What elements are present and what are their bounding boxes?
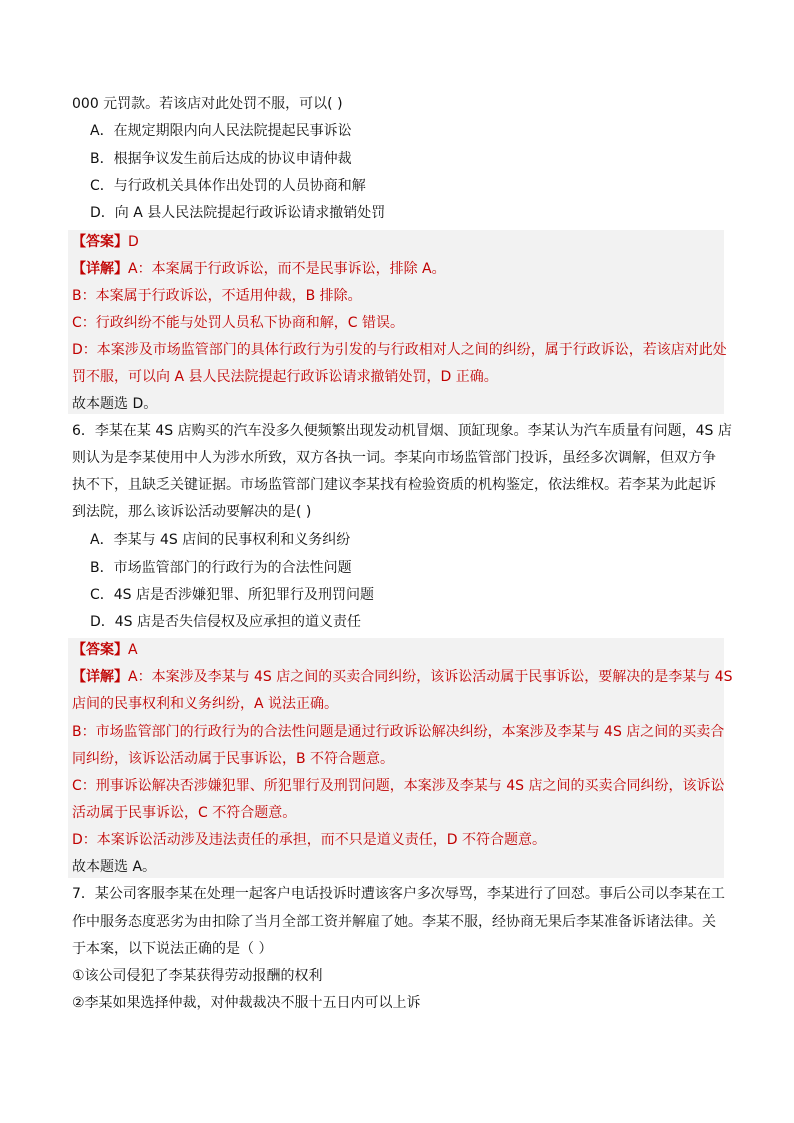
q6-stem-line-3: 执不下，且缺乏关键证据。市场监管部门建议李某找有检验资质的机构鉴定，依法维权。若李某为此起诉 bbox=[72, 477, 716, 493]
q6-answer: A bbox=[128, 642, 138, 658]
q5-conclusion: 故本题选 D。 bbox=[72, 396, 158, 412]
q6-detail-line-2: 店间的民事权利和义务纠纷，A 说法正确。 bbox=[72, 696, 339, 712]
q6-option-a: A．李某与 4S 店间的民事权利和义务纠纷 bbox=[90, 532, 351, 548]
q5-option-d: D．向 A 县人民法院提起行政诉讼请求撤销处罚 bbox=[90, 205, 386, 221]
q6-conclusion: 故本题选 A。 bbox=[72, 859, 157, 875]
q6-stem-line-4: 到法院，那么该诉讼活动要解决的是( ) bbox=[72, 504, 312, 520]
q5-option-a: A．在规定期限内向人民法院提起民事诉讼 bbox=[90, 123, 352, 139]
detail-tag: 【详解】 bbox=[72, 261, 128, 277]
q6-stem-line-2: 则认为是李某使用中人为涉水所致，双方各执一词。李某向市场监管部门投诉，虽经多次调解，但双方争 bbox=[72, 450, 716, 466]
q5-detail-line-1 bbox=[72, 259, 446, 279]
answer-tag: 【答案】 bbox=[72, 642, 128, 658]
q6-detail-text: A：本案涉及李某与 4S 店之间的买卖合同纠纷，该诉讼活动属于民事诉讼，要解决的是李某与 4S bbox=[128, 669, 733, 685]
q6-detail-line-6: 活动属于民事诉讼，C 不符合题意。 bbox=[72, 805, 297, 821]
detail-tag: 【详解】 bbox=[72, 669, 128, 685]
q7-item-2: ②李某如果选择仲裁，对仲裁裁决不服十五日内可以上诉 bbox=[72, 995, 421, 1011]
q6-option-c: C．4S 店是否涉嫌犯罪、所犯罪行及刑罚问题 bbox=[90, 587, 375, 603]
q7-stem-line-2: 作中服务态度恶劣为由扣除了当月全部工资并解雇了她。李某不服，经协商无果后李某准备诉诸法律。关 bbox=[72, 914, 716, 930]
q6-detail-line-7: D：本案诉讼活动涉及违法责任的承担，而不只是道义责任，D 不符合题意。 bbox=[72, 832, 547, 848]
q5-detail-text: A：本案属于行政诉讼，而不是民事诉讼，排除 A。 bbox=[128, 261, 446, 277]
q5-stem-tail: 000 元罚款。若该店对此处罚不服，可以( ) bbox=[72, 96, 343, 112]
q5-option-b: B．根据争议发生前后达成的协议申请仲裁 bbox=[90, 151, 352, 167]
q7-stem-line-1: 7．某公司客服李某在处理一起客户电话投诉时遭该客户多次辱骂，李某进行了回怼。事后公司以李某在工 bbox=[72, 886, 725, 902]
q6-detail-line-4: 同纠纷，该诉讼活动属于民事诉讼，B 不符合题意。 bbox=[72, 751, 395, 767]
q6-option-b: B．市场监管部门的行政行为的合法性问题 bbox=[90, 560, 352, 576]
q6-detail-line-1 bbox=[72, 667, 733, 687]
q5-detail-line-2: B：本案属于行政诉讼，不适用仲裁，B 排除。 bbox=[72, 288, 362, 304]
q6-option-d: D．4S 店是否失信侵权及应承担的道义责任 bbox=[90, 614, 362, 630]
q6-detail-line-5: C：刑事诉讼解决否涉嫌犯罪、所犯罪行及刑罚问题，本案涉及李某与 4S 店之间的买卖合同纠纷，该诉讼 bbox=[72, 778, 725, 794]
q6-detail-line-3: B：市场监管部门的行政行为的合法性问题是通过行政诉讼解决纠纷，本案涉及李某与 4S 店之间的买卖合 bbox=[72, 724, 725, 740]
q5-answer: D bbox=[128, 234, 139, 250]
q5-detail-line-4: D：本案涉及市场监管部门的具体行政行为引发的与行政相对人之间的纠纷，属于行政诉讼，若该店对此处 bbox=[72, 342, 727, 358]
answer-tag: 【答案】 bbox=[72, 234, 128, 250]
q7-stem-line-3: 于本案，以下说法正确的是（ ） bbox=[72, 941, 273, 957]
q6-stem-line-1: 6．李某在某 4S 店购买的汽车没多久便频繁出现发动机冒烟、顶缸现象。李某认为汽车质量有问题，4S 店 bbox=[72, 423, 732, 439]
q5-detail-line-5: 罚不服，可以向 A 县人民法院提起行政诉讼请求撤销处罚，D 正确。 bbox=[72, 369, 498, 385]
q5-answer-line bbox=[72, 232, 139, 252]
q6-answer-line bbox=[72, 640, 138, 660]
q5-detail-line-3: C：行政纠纷不能与处罚人员私下协商和解，C 错误。 bbox=[72, 315, 404, 331]
q5-option-c: C．与行政机关具体作出处罚的人员协商和解 bbox=[90, 178, 366, 194]
q7-item-1: ①该公司侵犯了李某获得劳动报酬的权利 bbox=[72, 968, 323, 984]
